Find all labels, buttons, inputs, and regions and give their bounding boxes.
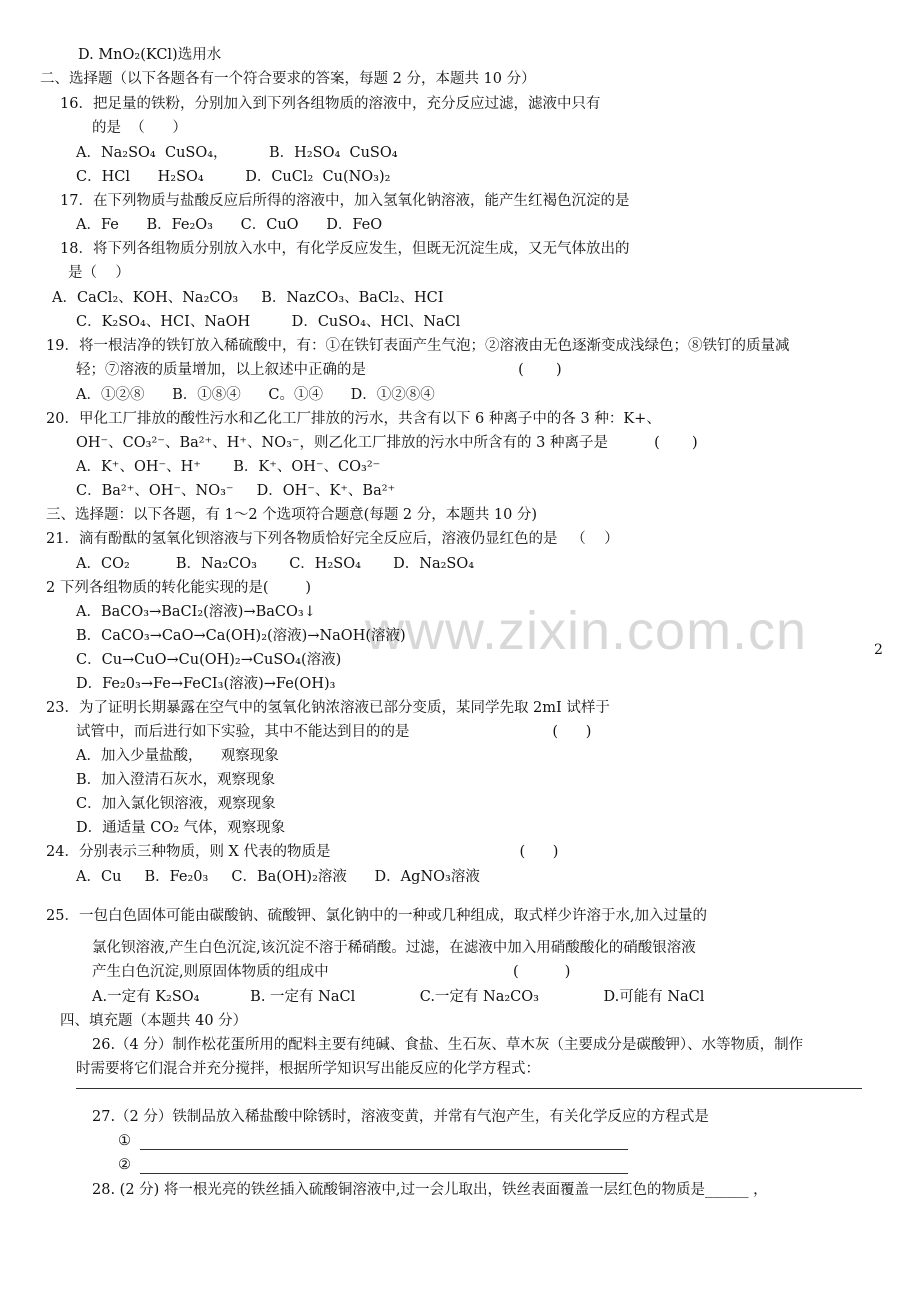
question-24: 24．分别表示三种物质，则 X 代表的物质是 ( )	[46, 844, 559, 860]
question-17: 17．在下列物质与盐酸反应后所得的溶液中，加入氢氧化钠溶液，能产生红褐色沉淀的是	[60, 193, 630, 209]
text-line: OH⁻、CO₃²⁻、Ba²⁺、H⁺、NO₃⁻，则乙化工厂排放的污水中所含有的 3 种离子是 ( )	[76, 435, 698, 451]
question-27: 27.（2 分）铁制品放入稀盐酸中除锈时，溶液变黄，并常有气泡产生，有关化学反应的方程式是	[92, 1109, 709, 1125]
section-heading: 三、选择题：以下各题，有 1～2 个选项符合题意(每题 2 分，本题共 10 分)	[46, 507, 538, 523]
question-19: 19．将一根洁净的铁钉放入稀硫酸中，有：①在铁钉表面产生气泡；②溶液由无色逐渐变成浅绿色；⑧铁钉的质量减	[46, 338, 790, 354]
text-line: 轻；⑦溶液的质量增加，以上叙述中正确的是 ( )	[76, 362, 562, 378]
option-line: A．Na₂SO₄ CuSO₄， B．H₂SO₄ CuSO₄	[76, 145, 398, 161]
question-23: 23．为了证明长期暴露在空气中的氢氧化钠浓溶液已部分变质，某同学先取 2mI 试样于	[46, 700, 610, 716]
option-line: C．HCl H₂SO₄ D．CuCl₂ Cu(NO₃)₂	[76, 169, 391, 185]
option-line: A．BaCO₃→BaCI₂(溶液)→BaCO₃↓	[76, 604, 316, 620]
question-16: 16．把足量的铁粉，分别加入到下列各组物质的溶液中，充分反应过滤，滤液中只有	[60, 96, 601, 112]
question-25: 25．一包白色固体可能由碳酸钠、硫酸钾、氯化钠中的一种或几种组成，取式样少许溶于水,加入过量的	[46, 908, 708, 924]
option-line: C．Cu→CuO→Cu(OH)₂→CuSO₄(溶液)	[76, 652, 342, 668]
option-line: C．K₂SO₄、HCI、NaOH D．CuSO₄、HCl、NaCl	[76, 314, 461, 330]
question-18: 18．将下列各组物质分别放入水中，有化学反应发生，但既无沉淀生成，又无气体放出的	[60, 241, 630, 257]
question-21: 21．滴有酚酞的氢氧化钡溶液与下列各物质恰好完全反应后，溶液仍显红色的是 （ ）	[46, 531, 619, 547]
question-28: 28. (2 分) 将一根光亮的铁丝插入硫酸铜溶液中,过一会儿取出，铁丝表面覆盖一层红色的物质是______ ，	[92, 1182, 768, 1198]
option-line: A．Cu B．Fe₂0₃ C．Ba(OH)₂溶液 D．AgNO₃溶液	[76, 869, 480, 885]
question-26: 26.（4 分）制作松花蛋所用的配料主要有纯碱、食盐、生石灰、草木灰（主要成分是碳酸钾）、水等物质，制作	[92, 1037, 804, 1053]
section-heading: 二、选择题（以下各题各有一个符合要求的答案，每题 2 分，本题共 10 分）	[40, 71, 536, 87]
option-line: B．CaCO₃→CaO→Ca(OH)₂(溶液)→NaOH(溶液)	[76, 628, 406, 644]
text-line: 试管中，而后进行如下实验，其中不能达到目的的是 ( )	[76, 724, 592, 740]
option-line: A．Fe B．Fe₂O₃ C．CuO D．FeO	[76, 217, 383, 233]
text-line: 是（ ）	[68, 265, 130, 281]
answer-blank-26[interactable]	[76, 1088, 862, 1089]
option-line: D．通适量 CO₂ 气体，观察现象	[76, 820, 286, 836]
option-line: A.一定有 K₂SO₄ B. 一定有 NaCl C.一定有 Na₂CO₃ D.可能有 NaCl	[92, 989, 705, 1005]
answer-blank-27-2[interactable]	[140, 1173, 628, 1174]
text-line: 时需要将它们混合并充分搅拌，根据所学知识写出能反应的化学方程式：	[76, 1061, 540, 1077]
text-line: 的是 （ ）	[92, 120, 187, 136]
option-line: C．加入氯化钡溶液，观察现象	[76, 796, 276, 812]
section-heading: 四、填充题（本题共 40 分）	[60, 1013, 248, 1029]
blank-label: ②	[118, 1157, 131, 1173]
option-line: A．加入少量盐酸， 观察现象	[76, 748, 279, 764]
option-line: A．①②⑧ B．①⑧④ C。①④ D．①②⑧④	[76, 387, 435, 403]
question-20: 20．甲化工厂排放的酸性污水和乙化工厂排放的污水，共含有以下 6 种离子中的各 3 种：K+、	[46, 411, 661, 427]
text-line: D. MnO₂(KCl)选用水	[78, 47, 222, 63]
page-number: 2	[874, 642, 883, 658]
text-line: 产生白色沉淀,则原固体物质的组成中 ( )	[92, 964, 571, 980]
text-line: 氯化钡溶液,产生白色沉淀,该沉淀不溶于稀硝酸。过滤，在滤液中加入用硝酸酸化的硝酸银溶液	[92, 940, 696, 956]
answer-blank-27-1[interactable]	[140, 1149, 628, 1150]
question-22: 2 下列各组物质的转化能实现的是( )	[46, 580, 312, 596]
option-line: D．Fe₂0₃→Fe→FeCI₃(溶液)→Fe(OH)₃	[76, 676, 336, 692]
option-line: A．K⁺、OH⁻、H⁺ B．K⁺、OH⁻、CO₃²⁻	[76, 459, 381, 475]
blank-label: ①	[118, 1133, 131, 1149]
option-line: B．加入澄清石灰水，观察现象	[76, 772, 276, 788]
option-line: A．CaCl₂、KOH、Na₂CO₃ B．NazCO₃、BaCl₂、HCI	[52, 290, 444, 306]
option-line: A．CO₂ B．Na₂CO₃ C．H₂SO₄ D．Na₂SO₄	[76, 556, 475, 572]
watermark-text: www.zixin.com.cn	[365, 601, 808, 661]
option-line: C．Ba²⁺、OH⁻、NO₃⁻ D．OH⁻、K⁺、Ba²⁺	[76, 483, 396, 499]
